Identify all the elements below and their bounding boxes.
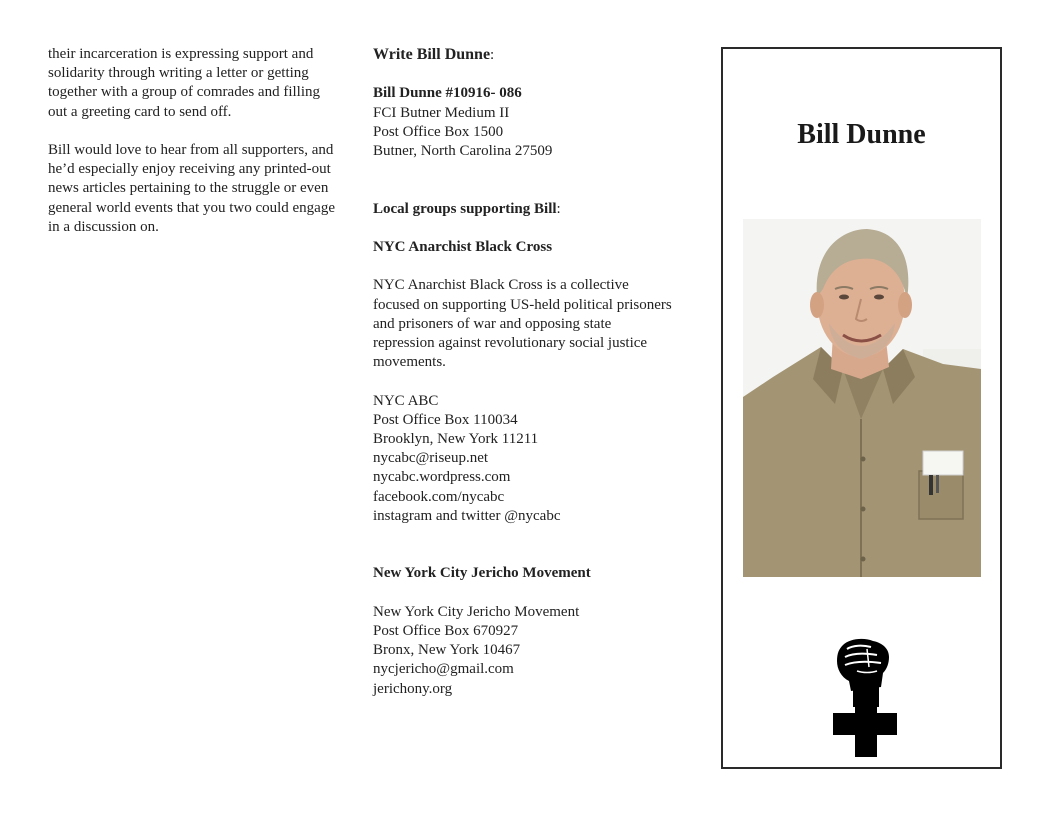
jericho-email-link[interactable]: nycjericho@gmail.com bbox=[373, 661, 514, 678]
portrait-photo bbox=[743, 219, 981, 577]
write-heading: Write Bill Dunne: bbox=[373, 46, 495, 63]
nycabc-facebook-link[interactable]: facebook.com/nycabc bbox=[373, 488, 505, 505]
write-heading-text: Write Bill Dunne bbox=[373, 46, 491, 63]
address-line-3: Butner, North Carolina 27509 bbox=[373, 143, 553, 159]
fist-cross-icon bbox=[827, 637, 897, 757]
nycabc-website-link[interactable]: nycabc.wordpress.com bbox=[373, 469, 511, 486]
local-groups-heading: Local groups supporting Bill: bbox=[373, 200, 561, 217]
cover-panel bbox=[721, 47, 1002, 769]
middle-column bbox=[373, 45, 673, 699]
jericho-line: New York City Jericho Movement bbox=[373, 603, 580, 620]
intro-paragraph: their incarceration is expressing support and solidarity through writing a letter or getting together with a group of comrades and filling out a greeting card to send off. bbox=[48, 46, 321, 120]
address-line-2: Post Office Box 1500 bbox=[373, 123, 504, 140]
nycabc-heading: NYC Anarchist Black Cross bbox=[373, 238, 553, 255]
support-paragraph: Bill would love to hear from all supporters, and he’d especially enjoy receiving any printed-out news articles pertaining to the struggle or even general world events that you two could engage in a discussion on. bbox=[48, 142, 335, 235]
cover-title: Bill Dunne bbox=[797, 119, 926, 150]
nycabc-description: NYC Anarchist Black Cross is a collective focused on supporting US-held political prisoners and prisoners of war and opposing state repression against revolutionary social justice movements. bbox=[373, 277, 672, 371]
left-column bbox=[48, 45, 338, 237]
inmate-name-number: Bill Dunne #10916- 086 bbox=[373, 85, 522, 102]
jericho-heading: New York City Jericho Movement bbox=[373, 565, 591, 582]
nycabc-social-line: instagram and twitter @nycabc bbox=[373, 507, 561, 524]
nycabc-line: Brooklyn, New York 11211 bbox=[373, 430, 539, 447]
nycabc-line: NYC ABC bbox=[373, 392, 439, 409]
jericho-line: Bronx, New York 10467 bbox=[373, 642, 521, 659]
nycabc-email-link[interactable]: nycabc@riseup.net bbox=[373, 450, 489, 467]
jericho-line: Post Office Box 670927 bbox=[373, 622, 519, 639]
local-groups-heading-text: Local groups supporting Bill bbox=[373, 200, 557, 217]
jericho-website-link[interactable]: jerichony.org bbox=[373, 680, 453, 697]
nycabc-line: Post Office Box 110034 bbox=[373, 411, 518, 428]
address-line-1: FCI Butner Medium II bbox=[373, 104, 510, 121]
